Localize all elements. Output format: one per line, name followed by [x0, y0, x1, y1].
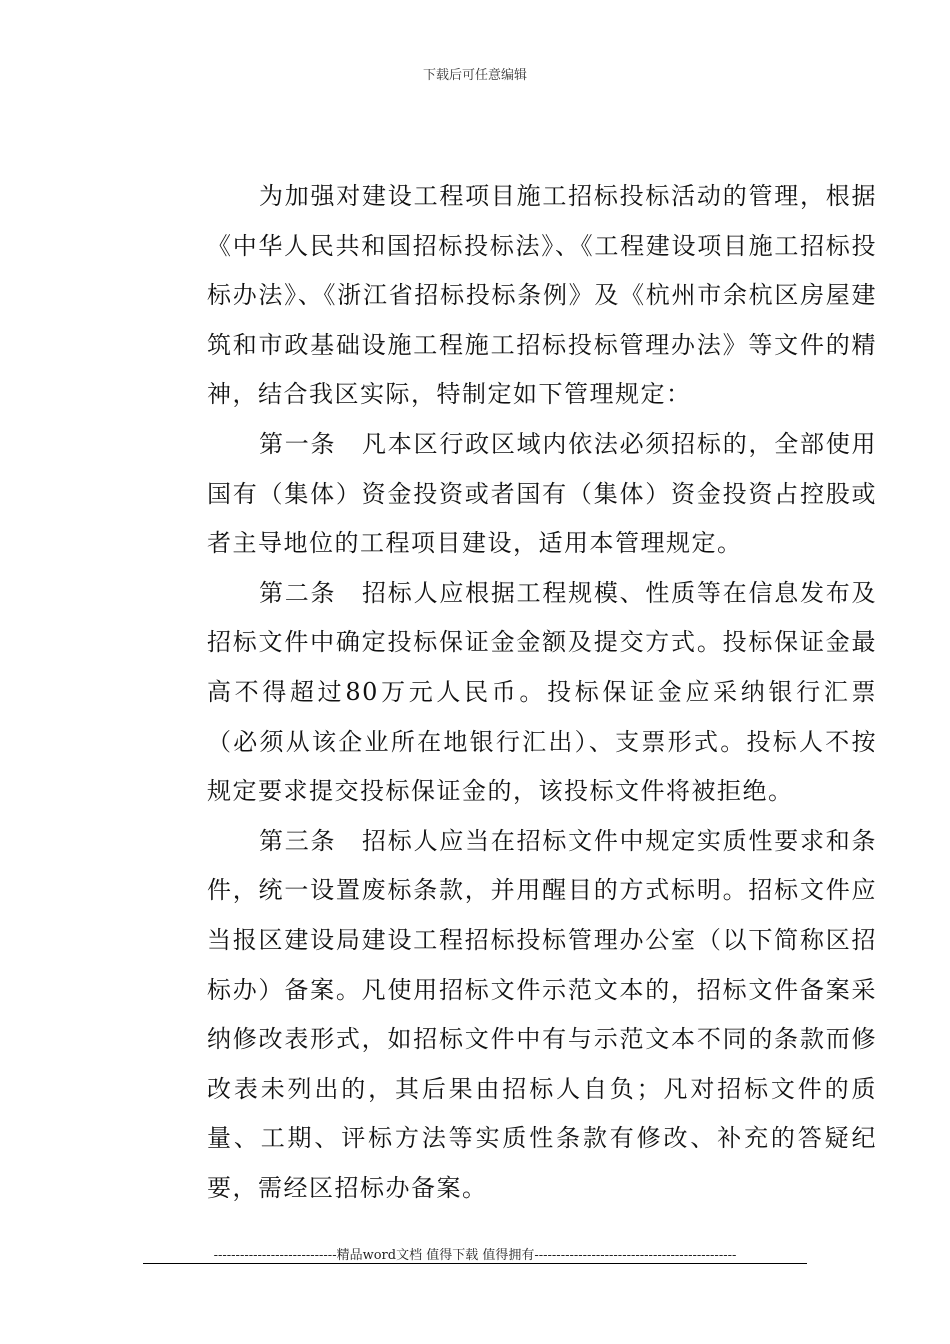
- document-body: [207, 172, 877, 1213]
- footer-divider: [143, 1263, 807, 1264]
- paragraph-article-1: 第一条 凡本区行政区域内依法必须招标的，全部使用国有（集体）资金投资或者国有（集体）资金投资占控股或者主导地位的工程项目建设，适用本管理规定。: [207, 429, 877, 558]
- page-footer: ----------------------------精品word文档 值得下载 值得拥有----------------------------------------------: [213, 1248, 737, 1263]
- paragraph-article-2: 第二条 招标人应根据工程规模、性质等在信息发布及招标文件中确定投标保证金金额及提交方式。投标保证金最高不得超过80万元人民币。投标保证金应采纳银行汇票（必须从该企业所在地银行汇出）、支票形式。投标人不按规定要求提交投标保证金的，该投标文件将被拒绝。: [207, 578, 877, 806]
- paragraph-article-3: 第三条 招标人应当在招标文件中规定实质性要求和条件，统一设置废标条款，并用醒目的方式标明。招标文件应当报区建设局建设工程招标投标管理办公室（以下简称区招标办）备案。凡使用招标文件示范文本的，招标文件备案采纳修改表形式，如招标文件中有与示范文本不同的条款而修改表未列出的，其后果由招标人自负；凡对招标文件的质量、工期、评标方法等实质性条款有修改、补充的答疑纪要，需经区招标办备案。: [207, 826, 877, 1202]
- paragraph-preamble: 为加强对建设工程项目施工招标投标活动的管理，根据《中华人民共和国招标投标法》、《工程建设项目施工招标投标办法》、《浙江省招标投标条例》及《杭州市余杭区房屋建筑和市政基础设施工程施工招标投标管理办法》等文件的精神，结合我区实际，特制定如下管理规定：: [207, 182, 877, 409]
- page-header: 下载后可任意编辑: [422, 68, 527, 83]
